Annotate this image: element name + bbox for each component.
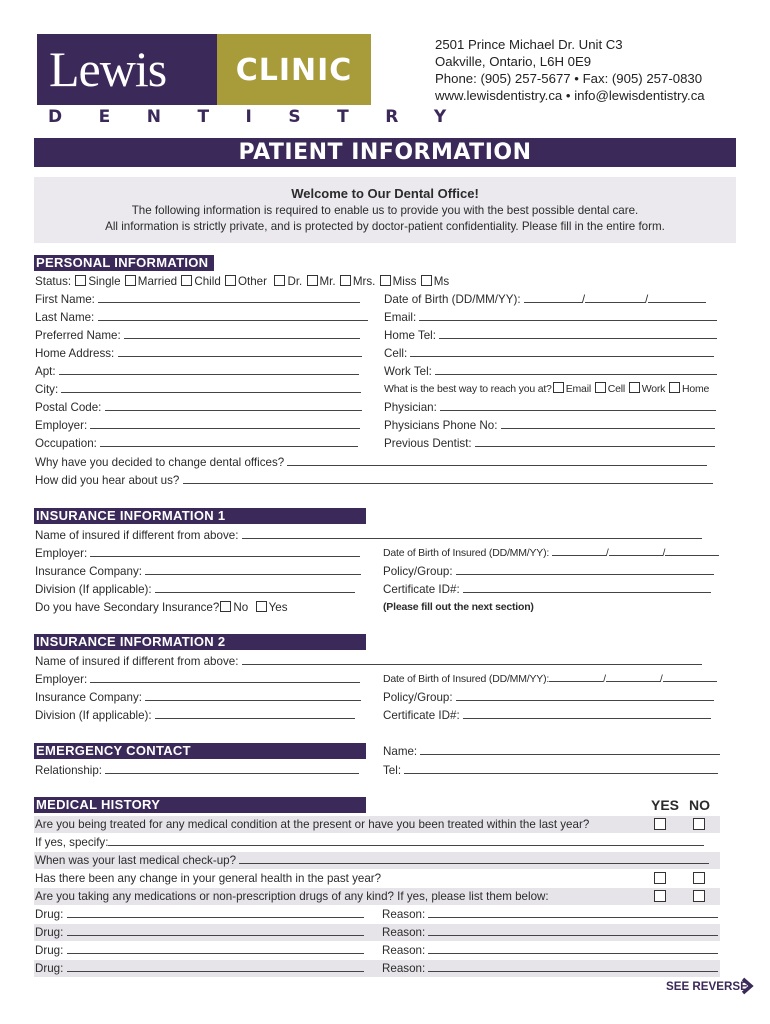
ins2-dob-month-field[interactable]	[606, 671, 660, 682]
apt-label: Apt:	[35, 365, 56, 378]
ins1-division-field[interactable]	[155, 582, 355, 593]
checkbox-q3-yes[interactable]	[654, 872, 666, 884]
address-line-1: 2501 Prince Michael Dr. Unit C3	[435, 37, 623, 52]
ins2-employer-field[interactable]	[90, 672, 360, 683]
checkbox-q4-no[interactable]	[693, 890, 705, 902]
label-ms: Ms	[433, 275, 450, 288]
checkbox-mrs[interactable]	[340, 275, 351, 286]
dob-month-field[interactable]	[585, 292, 645, 303]
logo-dentistry: DENTISTRY	[48, 107, 483, 127]
page-title: PATIENT INFORMATION	[34, 138, 736, 167]
ins1-employer-field[interactable]	[90, 546, 360, 557]
label-single: Single	[88, 275, 121, 288]
address-web: www.lewisdentistry.ca • info@lewisdentistry.ca	[435, 88, 705, 103]
ins1-secondary-label: Do you have Secondary Insurance?	[35, 601, 220, 614]
welcome-heading: Welcome to Our Dental Office!	[291, 186, 479, 201]
chevron-right-icon	[740, 977, 754, 995]
checkbox-reach-home[interactable]	[669, 382, 680, 393]
home-tel-field[interactable]	[439, 328, 717, 339]
welcome-line-2: All information is strictly private, and is protected by doctor-patient confidentiality. Please fill in the entire form.	[105, 220, 665, 233]
email-field[interactable]	[419, 310, 717, 321]
checkbox-dr[interactable]	[274, 275, 285, 286]
why-change-label: Why have you decided to change dental offices?	[35, 456, 285, 469]
occupation-field[interactable]	[100, 436, 358, 447]
occupation-label: Occupation:	[35, 437, 97, 450]
ins2-policy-field[interactable]	[456, 690, 714, 701]
q2-label: When was your last medical check-up?	[35, 854, 237, 867]
ins1-certificate-label: Certificate ID#:	[383, 583, 460, 596]
relationship-field[interactable]	[105, 763, 359, 774]
ins1-policy-label: Policy/Group:	[383, 565, 453, 578]
ins1-division-label: Division (If applicable):	[35, 583, 152, 596]
welcome-box	[34, 177, 736, 243]
q2-field[interactable]	[239, 853, 709, 864]
preferred-name-label: Preferred Name:	[35, 329, 121, 342]
reason-label: Reason:	[382, 908, 426, 921]
label-reach-work: Work	[641, 383, 666, 395]
checkbox-child[interactable]	[181, 275, 192, 286]
ins1-certificate-field[interactable]	[463, 582, 711, 593]
cell-field[interactable]	[410, 346, 714, 357]
checkbox-q1-yes[interactable]	[654, 818, 666, 830]
ins1-dob-label: Date of Birth of Insured (DD/MM/YY):	[383, 547, 550, 559]
reason-field-2[interactable]	[428, 925, 718, 936]
see-reverse-label: SEE REVERSE	[666, 980, 748, 993]
label-miss: Miss	[392, 275, 417, 288]
label-mr: Mr.	[319, 275, 336, 288]
label-reach-email: Email	[565, 383, 591, 395]
home-tel-label: Home Tel:	[384, 329, 436, 342]
ins1-note: (Please fill out the next section)	[383, 601, 534, 613]
checkbox-reach-cell[interactable]	[595, 382, 606, 393]
ins2-division-label: Division (If applicable):	[35, 709, 152, 722]
address-phone: Phone: (905) 257-5677 • Fax: (905) 257-0830	[435, 71, 703, 86]
address-line-2: Oakville, Ontario, L6H 0E9	[435, 54, 592, 69]
drug-field-4[interactable]	[67, 961, 364, 972]
ins2-dob-label: Date of Birth of Insured (DD/MM/YY):	[383, 673, 550, 685]
emergency-name-field[interactable]	[420, 744, 720, 755]
checkbox-q4-yes[interactable]	[654, 890, 666, 902]
drug-field-3[interactable]	[67, 943, 364, 954]
label-mrs: Mrs.	[352, 275, 376, 288]
welcome-line-1: The following information is required to enable us to provide you with the best possible dental care.	[131, 204, 639, 217]
reason-field-4[interactable]	[428, 961, 718, 972]
ins2-name-insured-field[interactable]	[242, 654, 702, 665]
ins2-dob-day-field[interactable]	[549, 671, 603, 682]
ins2-company-field[interactable]	[145, 690, 361, 701]
checkbox-married[interactable]	[125, 275, 136, 286]
q1b-label: If yes, specify:	[35, 836, 109, 849]
status-label: Status:	[35, 275, 72, 288]
ins1-dob-year-field[interactable]	[665, 545, 719, 556]
ins1-name-insured-field[interactable]	[242, 528, 702, 539]
checkbox-secondary-no[interactable]	[220, 601, 231, 612]
checkbox-miss[interactable]	[380, 275, 391, 286]
checkbox-reach-work[interactable]	[629, 382, 640, 393]
postal-code-label: Postal Code:	[35, 401, 102, 414]
apt-field[interactable]	[59, 364, 359, 375]
drug-field-2[interactable]	[67, 925, 364, 936]
section-medical-history: MEDICAL HISTORY	[34, 797, 366, 813]
reach-row	[384, 381, 709, 398]
yes-column-header: YES	[651, 797, 680, 813]
checkbox-ms[interactable]	[421, 275, 432, 286]
ins2-dob-year-field[interactable]	[663, 671, 717, 682]
section-personal-information: PERSONAL INFORMATION	[34, 255, 214, 271]
employer-field[interactable]	[90, 418, 360, 429]
ins1-company-label: Insurance Company:	[35, 565, 142, 578]
checkbox-single[interactable]	[75, 275, 86, 286]
label-married: Married	[137, 275, 178, 288]
why-change-field[interactable]	[287, 455, 707, 466]
reason-field-3[interactable]	[428, 943, 718, 954]
drug-field-1[interactable]	[67, 907, 364, 918]
section-insurance-2: INSURANCE INFORMATION 2	[34, 634, 366, 650]
checkbox-mr[interactable]	[307, 275, 318, 286]
drug-label: Drug:	[35, 908, 64, 921]
how-hear-field[interactable]	[183, 473, 713, 484]
physician-label: Physician:	[384, 401, 437, 414]
city-label: City:	[35, 383, 59, 396]
city-field[interactable]	[61, 382, 361, 393]
last-name-label: Last Name:	[35, 311, 95, 324]
physicians-phone-label: Physicians Phone No:	[384, 419, 498, 432]
q1b-field[interactable]	[108, 835, 704, 846]
ins2-policy-label: Policy/Group:	[383, 691, 453, 704]
status-row	[35, 273, 449, 290]
checkbox-reach-email[interactable]	[553, 382, 564, 393]
medical-q4: Are you taking any medications or non-prescription drugs of any kind? If yes, please list them below:	[35, 890, 549, 903]
first-name-label: First Name:	[35, 293, 95, 306]
reason-label: Reason:	[382, 926, 426, 939]
checkbox-secondary-yes[interactable]	[256, 601, 267, 612]
drug-label: Drug:	[35, 926, 64, 939]
ins1-employer-label: Employer:	[35, 547, 88, 560]
ins1-dob-day-field[interactable]	[552, 545, 606, 556]
relationship-label: Relationship:	[35, 764, 103, 777]
emergency-tel-field[interactable]	[404, 763, 718, 774]
medical-q1: Are you being treated for any medical condition at the present or have you been treated within the last year?	[35, 818, 590, 831]
first-name-field[interactable]	[98, 292, 360, 303]
ins2-name-insured-label: Name of insured if different from above:	[35, 655, 239, 668]
home-address-label: Home Address:	[35, 347, 115, 360]
checkbox-other[interactable]	[225, 275, 236, 286]
home-address-field[interactable]	[118, 346, 362, 357]
reason-field-1[interactable]	[428, 907, 718, 918]
ins2-division-field[interactable]	[155, 708, 355, 719]
label-secondary-no: No	[233, 601, 249, 614]
checkbox-q3-no[interactable]	[693, 872, 705, 884]
physicians-phone-field[interactable]	[501, 418, 715, 429]
how-hear-label: How did you hear about us?	[35, 474, 180, 487]
work-tel-label: Work Tel:	[384, 365, 432, 378]
preferred-name-field[interactable]	[124, 328, 360, 339]
no-column-header: NO	[689, 797, 710, 813]
dob-label: Date of Birth (DD/MM/YY):	[384, 293, 521, 306]
reach-label: What is the best way to reach you at?	[384, 383, 552, 395]
label-child: Child	[194, 275, 221, 288]
drug-label: Drug:	[35, 962, 64, 975]
previous-dentist-label: Previous Dentist:	[384, 437, 472, 450]
label-other: Other	[238, 275, 267, 288]
ins1-dob-month-field[interactable]	[609, 545, 663, 556]
checkbox-q1-no[interactable]	[693, 818, 705, 830]
label-reach-home: Home	[681, 383, 710, 395]
emergency-name-label: Name:	[383, 745, 418, 758]
employer-label: Employer:	[35, 419, 88, 432]
section-emergency-contact: EMERGENCY CONTACT	[34, 743, 366, 759]
cell-label: Cell:	[384, 347, 408, 360]
label-reach-cell: Cell	[607, 383, 625, 395]
ins1-secondary-row	[35, 599, 288, 616]
dob-day-field[interactable]	[524, 292, 582, 303]
clinic-address	[435, 36, 705, 104]
ins2-certificate-field[interactable]	[463, 708, 711, 719]
emergency-tel-label: Tel:	[383, 764, 402, 777]
physician-field[interactable]	[440, 400, 716, 411]
last-name-field[interactable]	[98, 310, 368, 321]
email-label: Email:	[384, 311, 417, 324]
ins1-name-insured-label: Name of insured if different from above:	[35, 529, 239, 542]
logo-lewis: Lewis	[37, 34, 217, 105]
ins2-company-label: Insurance Company:	[35, 691, 142, 704]
dob-year-field[interactable]	[648, 292, 706, 303]
medical-q3: Has there been any change in your general health in the past year?	[35, 872, 382, 885]
reason-label: Reason:	[382, 944, 426, 957]
drug-label: Drug:	[35, 944, 64, 957]
ins1-company-field[interactable]	[145, 564, 361, 575]
reason-label: Reason:	[382, 962, 426, 975]
label-dr: Dr.	[287, 275, 303, 288]
ins2-employer-label: Employer:	[35, 673, 88, 686]
label-secondary-yes: Yes	[268, 601, 288, 614]
previous-dentist-field[interactable]	[475, 436, 715, 447]
work-tel-field[interactable]	[435, 364, 717, 375]
ins2-certificate-label: Certificate ID#:	[383, 709, 460, 722]
ins1-policy-field[interactable]	[456, 564, 714, 575]
logo-clinic: CLINIC	[217, 34, 371, 105]
postal-code-field[interactable]	[105, 400, 362, 411]
section-insurance-1: INSURANCE INFORMATION 1	[34, 508, 366, 524]
